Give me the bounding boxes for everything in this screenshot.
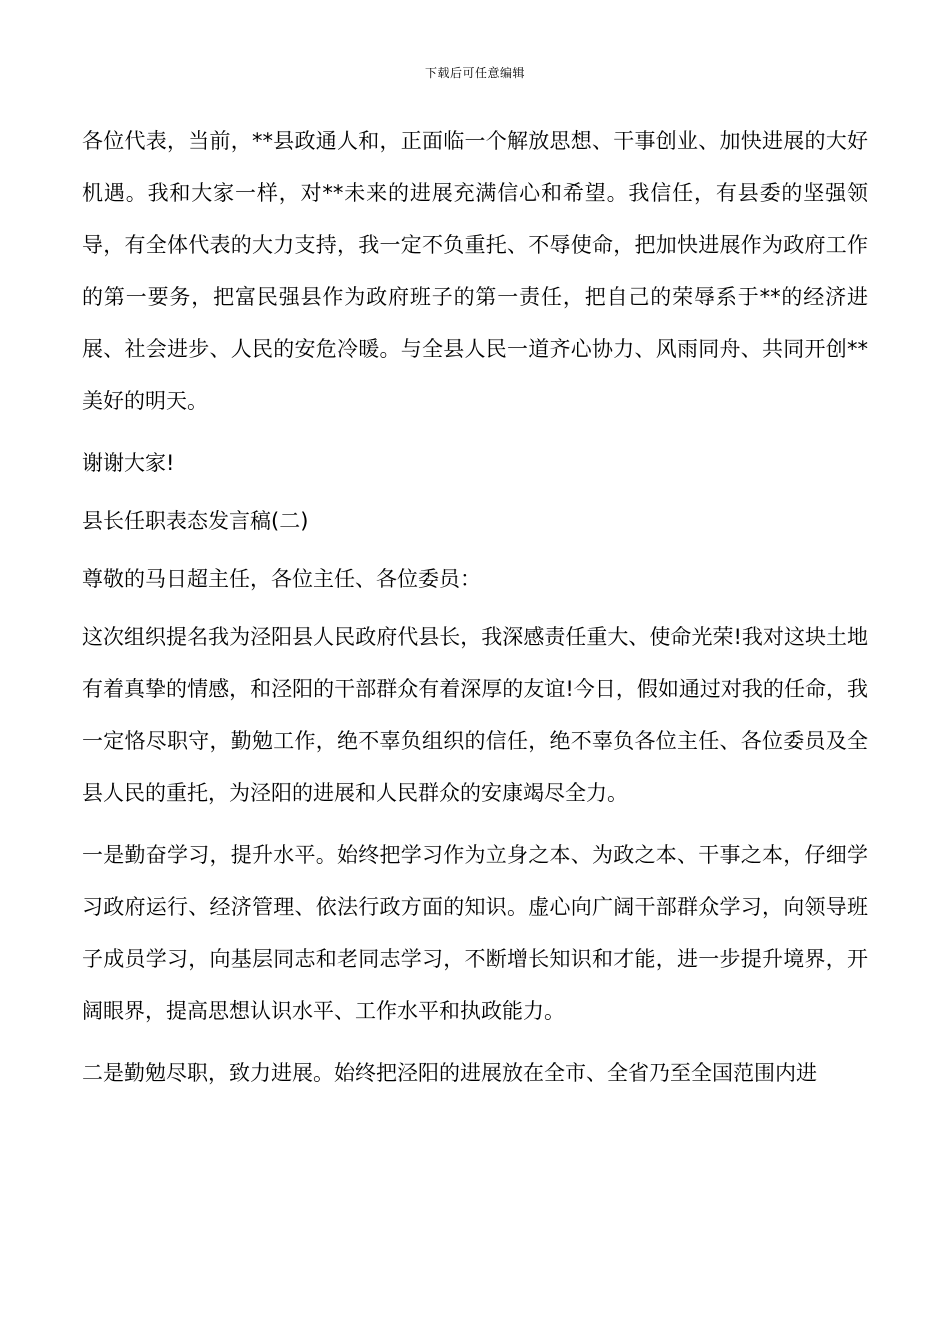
- section-heading: 县长任职表态发言稿(二): [82, 509, 309, 533]
- paragraph-nomination: 这次组织提名我为泾阳县人民政府代县长，我深感责任重大、使命光荣!我对这块土地有着真挚的情感，和泾阳的干部群众有着深厚的友谊!今日，假如通过对我的任命，我一定恪尽职守，勤勉工作，绝不辜负组织的信任，绝不辜负各位主任、各位委员及全县人民的重托，为泾阳的进展和人民群众的安康竭尽全力。: [82, 625, 868, 805]
- paragraph-point-two: 二是勤勉尽职，致力进展。始终把泾阳的进展放在全市、全省乃至全国范围内进: [82, 1061, 817, 1085]
- paragraph-closing-remarks: 各位代表，当前，**县政通人和，正面临一个解放思想、干事创业、加快进展的大好机遇。我和大家一样，对**未来的进展充满信心和希望。我信任，有县委的坚强领导，有全体代表的大力支持，我一定不负重托、不辱使命，把加快进展作为政府工作的第一要务，把富民强县作为政府班子的第一责任，把自己的荣辱系于**的经济进展、社会进步、人民的安危冷暖。与全县人民一道齐心协力、风雨同舟、共同开创**美好的明天。: [82, 129, 868, 413]
- paragraph-salutation: 尊敬的马日超主任，各位主任、各位委员：: [82, 567, 481, 591]
- document-body: [82, 115, 868, 1109]
- paragraph-thanks: 谢谢大家!: [82, 451, 175, 475]
- header-note: 下载后可任意编辑: [424, 66, 525, 80]
- paragraph-point-one: 一是勤奋学习，提升水平。始终把学习作为立身之本、为政之本、干事之本，仔细学习政府运行、经济管理、依法行政方面的知识。虚心向广阔干部群众学习，向领导班子成员学习，向基层同志和老同志学习，不断增长知识和才能，进一步提升境界，开阔眼界，提高思想认识水平、工作水平和执政能力。: [82, 843, 868, 1023]
